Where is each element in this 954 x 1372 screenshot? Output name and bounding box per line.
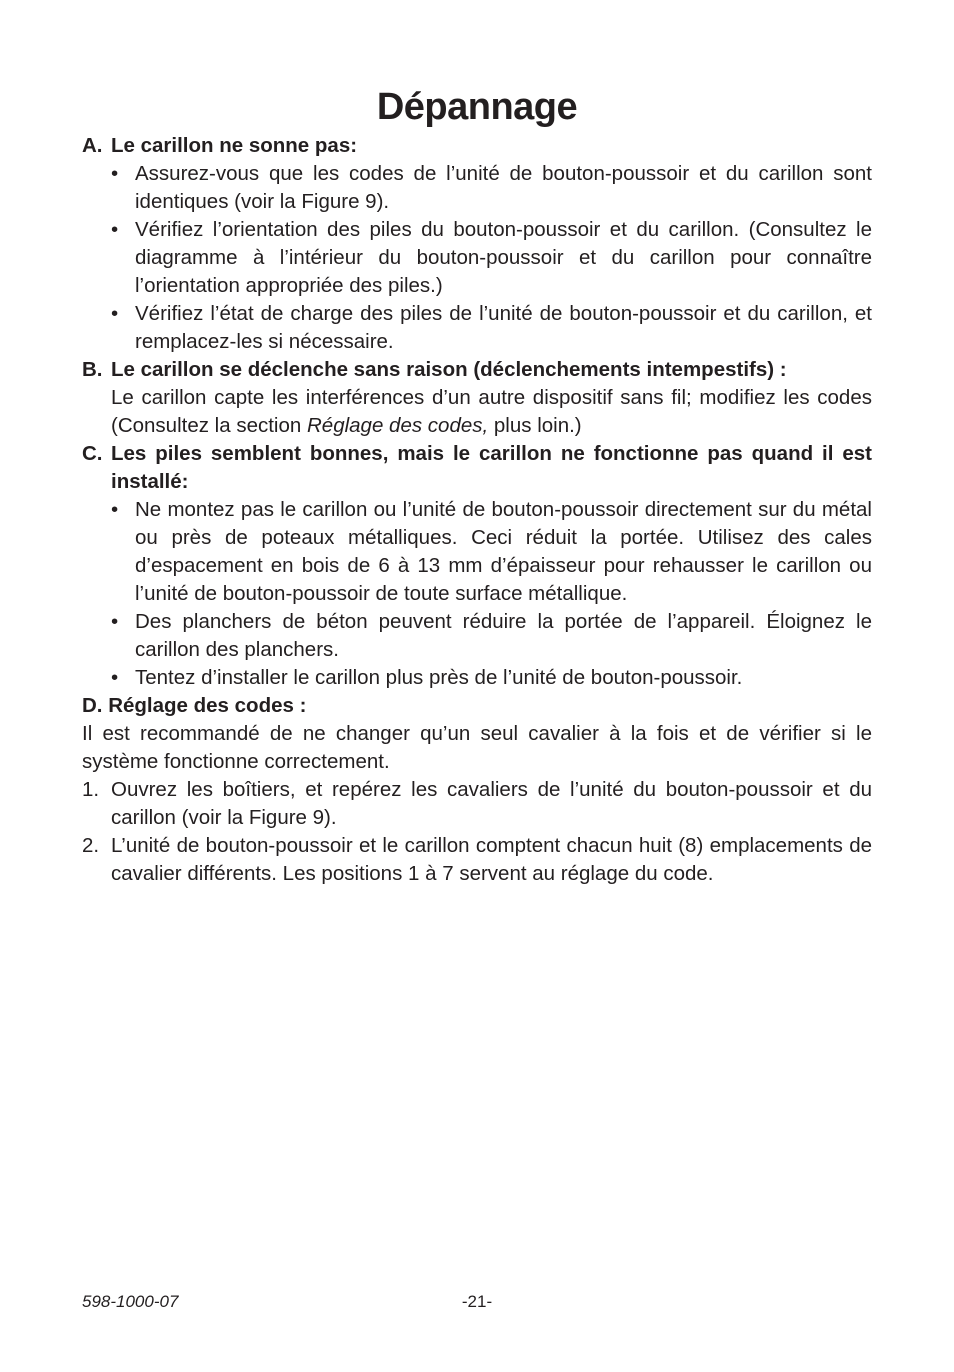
section-a-title: Le carillon ne sonne pas:: [111, 134, 358, 157]
bullet-icon: •: [111, 162, 119, 185]
bullet-item: [82, 496, 872, 608]
section-d-heading: D. Réglage des codes :: [82, 694, 307, 717]
section-b-text-pre: Le carillon capte les interférences d’un autre dispositif sans fil; modifiez les codes (Consultez la section: [111, 386, 872, 437]
bullet-icon: •: [111, 218, 119, 241]
section-d-intro: Il est recommandé de ne changer qu’un seul cavalier à la fois et de vérifier si le système fonctionne correctement.: [82, 722, 872, 773]
document-page: [82, 82, 872, 888]
step-number: 1.: [82, 778, 100, 801]
step-text: L’unité de bouton-poussoir et le carillon comptent chacun huit (8) emplacements de cavalier différents. Les positions 1 à 7 servent au réglage du code.: [111, 834, 872, 885]
section-b-letter: B.: [82, 358, 103, 381]
step-text: Ouvrez les boîtiers, et repérez les cavaliers de l’unité du bouton-poussoir et du carillon (voir la Figure 9).: [111, 778, 872, 829]
section-b: [82, 356, 872, 440]
bullet-text: Des planchers de béton peuvent réduire la portée de l’appareil. Éloignez le carillon des planchers.: [135, 610, 872, 661]
section-b-text-post: plus loin.): [488, 414, 582, 437]
bullet-item: [82, 608, 872, 664]
section-c-letter: C.: [82, 442, 103, 465]
bullet-text: Vérifiez l’état de charge des piles de l’unité de bouton-poussoir et du carillon, et remplacez-les si nécessaire.: [135, 302, 872, 353]
bullet-text: Assurez-vous que les codes de l’unité de bouton-poussoir et du carillon sont identiques (voir la Figure 9).: [135, 162, 872, 213]
bullet-text: Tentez d’installer le carillon plus près de l’unité de bouton-poussoir.: [135, 666, 743, 689]
bullet-text: Vérifiez l’orientation des piles du bouton-poussoir et du carillon. (Consultez le diagramme à l’intérieur du bouton-poussoir et du carillon pour connaître l’orientation appropriée des piles.): [135, 218, 872, 297]
bullet-icon: •: [111, 666, 119, 689]
section-a-heading: [82, 132, 872, 160]
document-number: 598-1000-07: [82, 1292, 179, 1311]
section-a-letter: A.: [82, 134, 103, 157]
bullet-icon: •: [111, 610, 119, 633]
bullet-icon: •: [111, 302, 119, 325]
page-number: -21-: [461, 1292, 493, 1311]
page-title: Dépannage: [376, 86, 578, 128]
bullet-icon: •: [111, 498, 119, 521]
bullet-text: Ne montez pas le carillon ou l’unité de bouton-poussoir directement sur du métal ou près de poteaux métalliques. Ceci réduit la portée. Utilisez des cales d’espacement en bois de 6 à 13 mm d’épaisseur pour rehausser le carillon ou l’unité de bouton-poussoir de toute surface métallique.: [135, 498, 872, 605]
bullet-item: [82, 300, 872, 356]
bullet-item: [82, 160, 872, 216]
section-c-title: Les piles semblent bonnes, mais le carillon ne fonctionne pas quand il est installé:: [111, 442, 872, 493]
section-b-text-italic: Réglage des codes,: [306, 414, 489, 437]
step-number: 2.: [82, 834, 100, 857]
bullet-item: [82, 664, 872, 692]
section-c-heading: [82, 440, 872, 496]
section-b-title: Le carillon se déclenche sans raison (déclenchements intempestifs) :: [111, 358, 787, 381]
section-b-body: [111, 386, 872, 437]
numbered-step: [82, 832, 872, 888]
numbered-step: [82, 776, 872, 832]
bullet-item: [82, 216, 872, 300]
